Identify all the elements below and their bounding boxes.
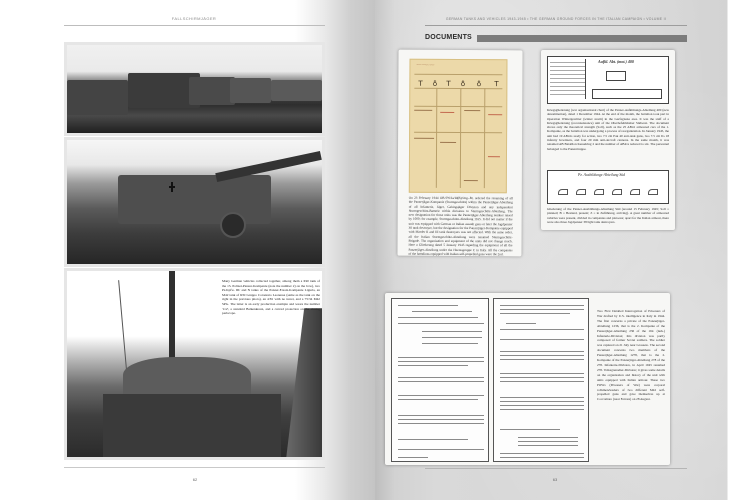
footer-rule: [64, 467, 325, 468]
typed-line: [500, 313, 570, 314]
chart-title: Pz. Ausbildungs-Abteilung Süd: [578, 173, 626, 177]
doc-column: [460, 88, 462, 188]
typed-line: [500, 409, 584, 410]
typed-line: [500, 377, 584, 378]
typed-line: [398, 439, 468, 440]
right-page: [375, 0, 750, 500]
section-bar: [477, 35, 687, 42]
vehicle-symbol-icon: [576, 189, 586, 195]
photo-frame-3: [64, 268, 325, 460]
typed-line: [398, 317, 478, 318]
typed-line: [500, 457, 584, 458]
typed-line: [500, 339, 584, 340]
tank-shape: [271, 80, 322, 101]
handwriting-red: [488, 114, 502, 115]
right-running-head: GERMAN TANKS AND VEHICLES 1943-1945 • THE GERMAN GROUND FORCES IN THE ITALIAN CAMPAIGN • VOLUME II: [445, 17, 667, 21]
typed-line: [500, 429, 560, 430]
document-card-interrogation: [385, 293, 670, 465]
tank-shape: [189, 77, 235, 105]
photo-frame-1: [64, 42, 325, 136]
typed-line: [398, 365, 468, 366]
document-caption: Two First Detailed Interrogation of Prisoners of War drafted by U.S. intelligence in Italy in 1944. The first concerns a private of the Panzerjäger-Abteilung 1236, that is the 2. Kompanie of the Panzerjäger-Abteilung 236 of the 162. (turk.) Infanterie-Division; this division was partly composed of former Soviet soldiers. The soldier was captured on 21 July near Grosseto. The second document concerns two members of the Panzerjäger-Abteilung 1278, that is the 2. Kompanie of the Panzerjäger-Abteilung 278 of the 278. Infanterie-Division, in April 1945 renamed 278. Volksgrenadier-Division; it gives some details on the organisation and history of the unit with units equipped with Italian armour. These two POWs (Prisoners of War) were corporal rollsmen/leaders of two different M42 self-propelled guns and gave themselves up at Coccomaro (near Ferrara) on 28 August.: [597, 309, 665, 402]
typed-line: [500, 397, 584, 398]
handwriting: [464, 110, 480, 111]
handwriting: [464, 180, 478, 181]
photo-tank-front: [67, 271, 322, 457]
typed-line: [422, 337, 482, 338]
typed-line: [518, 437, 578, 438]
vehicle-hull: [103, 394, 282, 457]
doc-line: [414, 88, 502, 89]
header-rule: [425, 25, 687, 26]
typed-line: [500, 405, 584, 406]
typed-line: [500, 359, 584, 360]
typed-line: [398, 415, 484, 416]
typed-line: [518, 441, 578, 442]
chart-caption-2: Gliederung of the Panzer-Ausbildungs-Abteilung Süd (around 15 February 1945; Soll = planned; B = Bestand, present; Z = in Zuführung, arriving). A great number of armoured vehicles were present, divided in companies and platoons; apart for the Italian armour, there were also three Jagdpanzer 38 light tank destroyers.: [547, 207, 669, 224]
unit-symbol-icon: ♁: [460, 80, 466, 89]
vehicle-symbol-icon: [558, 189, 568, 195]
balkenkreuz-marking: [169, 182, 175, 192]
typed-line: [398, 395, 484, 396]
typed-line: [398, 305, 458, 306]
yellowed-document: [409, 59, 508, 194]
strength-table: [550, 59, 586, 99]
typed-line: [500, 309, 584, 310]
org-chart-aufkl-abt: [547, 56, 669, 104]
typed-line: [500, 355, 584, 356]
typed-line: [398, 323, 484, 324]
handwriting-red: [488, 156, 500, 157]
page-number-left: 62: [192, 477, 198, 482]
typed-line: [398, 423, 484, 424]
typed-line: [518, 445, 578, 446]
company-row: [592, 89, 662, 99]
document-header-scribble: ~~~ ~~~~ ~~~: [416, 62, 435, 67]
vehicle-hull: [118, 175, 271, 225]
section-title: DOCUMENTS: [425, 34, 472, 41]
typed-line: [398, 399, 478, 400]
footer-rule: [425, 468, 687, 469]
typed-line: [500, 381, 584, 382]
photo-self-propelled-gun: [67, 140, 322, 264]
typed-line: [412, 311, 472, 312]
vehicle-symbol-icon: [612, 189, 622, 195]
photo-caption: Many German vehicles collected together, among them a P40 tank of the 15. Polizei-Panzer-Kompanie (note the number 2) on the bow), two Pz.Kpfw. III/ and N tanks of the Panzer-Ersatz-Kompanie Liguria, an M42 tank of RSI Gruppo Corazzato Leonessa (same as the tank on the right in the previous photo), an 4/81 with no turret, and a 75/34 M42 SPG. The latter is an early production example and wears the number '112', a standard Balkenkreuz, and a curved protection on the aiming periscope.: [222, 279, 320, 316]
typed-line: [500, 453, 584, 454]
header-rule: [64, 25, 325, 26]
photo-frame-2: [64, 137, 325, 267]
typed-line: [500, 401, 584, 402]
typed-line: [506, 323, 536, 324]
unit-symbol-icon: ♁: [476, 80, 482, 89]
vehicle-symbol-icon: [594, 189, 604, 195]
typed-line: [398, 377, 484, 378]
vehicle-symbol-icon: [648, 189, 658, 195]
document-card-charts: [541, 50, 675, 230]
typed-line: [500, 305, 584, 306]
unit-symbol-icon: T: [446, 79, 451, 88]
unit-symbol-icon: ♁: [432, 79, 438, 88]
chart-title: Aufkl. Abt. (mot.) 400: [598, 59, 634, 64]
drive-wheel: [220, 212, 246, 238]
typed-line: [398, 457, 428, 458]
page-margin: [728, 0, 750, 500]
tank-shape: [230, 78, 271, 103]
typed-line: [422, 343, 478, 344]
typed-line: [500, 351, 584, 352]
doc-line: [414, 74, 502, 75]
handwriting: [414, 110, 432, 111]
doc-column: [484, 88, 486, 188]
document-card-gliederung: [397, 50, 522, 257]
typed-report-2: [493, 298, 589, 462]
doc-line: [414, 106, 502, 107]
handwriting: [440, 142, 456, 143]
vehicle-symbol-icon: [630, 189, 640, 195]
handwriting-red: [440, 112, 454, 113]
doc-line: [414, 132, 502, 133]
photo-vehicles-in-field: [67, 45, 322, 133]
typed-line: [422, 331, 482, 332]
document-caption: On 23 February 1944 OB.SW/Ia/Id(B)/Org.-Br. ordered the renaming of all the Panzerjäger-Kompanie (Sturmgeschütz) within the Panzerjäger-Abteilung of all Infanterie, Jäger, Gebirgsjäger Division and any independent Sturmgeschütz-Batterie within divisions to Sturmgeschütz-Abteilung. The new designation for those units was the Panzerjäger-Abteilung number raised by 1000; for example, Sturmgeschütz-Abteilung 1165. It did not matter if the unit was equipped with German or Italian assault guns or later the Jagdpanzer 38 tank destroyer, but the designation for the Panzerjäger-Kompanie equipped with Marder II and III tank destroyers was not affected. With the same order, all the Italian Sturmgeschütz-Abteilung were renamed Sturmgeschütz-Brigade. The organisation and equipment of the units did not change much. Here a Gliederung dated 5 January 1945 regarding the equipment of all the Panzerjäger-Abteilung under the Heeresgruppe C in Italy. All the companies of the battalions equipped with Italian self-propelled guns were the 2nd.: [408, 195, 513, 257]
typed-line: [500, 329, 584, 330]
typed-report-1: [391, 298, 489, 462]
org-chart-ausbildung: [547, 170, 669, 204]
page-number-right: 63: [552, 477, 558, 482]
handwriting: [414, 138, 434, 139]
building-shadow: [286, 308, 322, 457]
left-running-head: FALLSCHIRMJÄGER: [171, 16, 217, 21]
typed-line: [398, 361, 484, 362]
typed-line: [500, 373, 584, 374]
unit-symbol-icon: T: [494, 80, 499, 89]
hq-symbol-icon: [606, 71, 626, 81]
typed-line: [398, 381, 484, 382]
tank-shape: [67, 80, 128, 115]
doc-column: [436, 88, 438, 188]
typed-line: [398, 449, 484, 450]
typed-line: [398, 419, 484, 420]
typed-line: [398, 357, 484, 358]
chart-caption-1: Kriegsgliederung (war organisational chart) of the Panzer-Aufklärungs-Abteilung 400 (new denomination), dated 1 December 1944. At the end of the month, the battalion took part in Operation Wintergewitter (winter storm) in the Garfagnana area. It was the staff of a Kriegsgliederung (reconnaissance) unit of the Oberbefehlshaber Südwest. The document shows only the theoretical strength (Soll), such as the 25 AB41 armoured cars of the 1. Kompanie, as the battalion was undergoing a process of reorganization. In January 1945, the unit had 19 AB41s ready for action, two 7.5 cm Pak 40 anti-tank guns, two 7.5 cm IG 18 infantry howitzers, and four 20 mm anti-aircraft cannons. In the same month, it was renamed AB Bataillon Kesselring 2 and the number of AB41s reduced to six. The personnel belonged to the Panzertruppe.: [547, 108, 670, 151]
unit-symbol-icon: T: [418, 79, 423, 88]
